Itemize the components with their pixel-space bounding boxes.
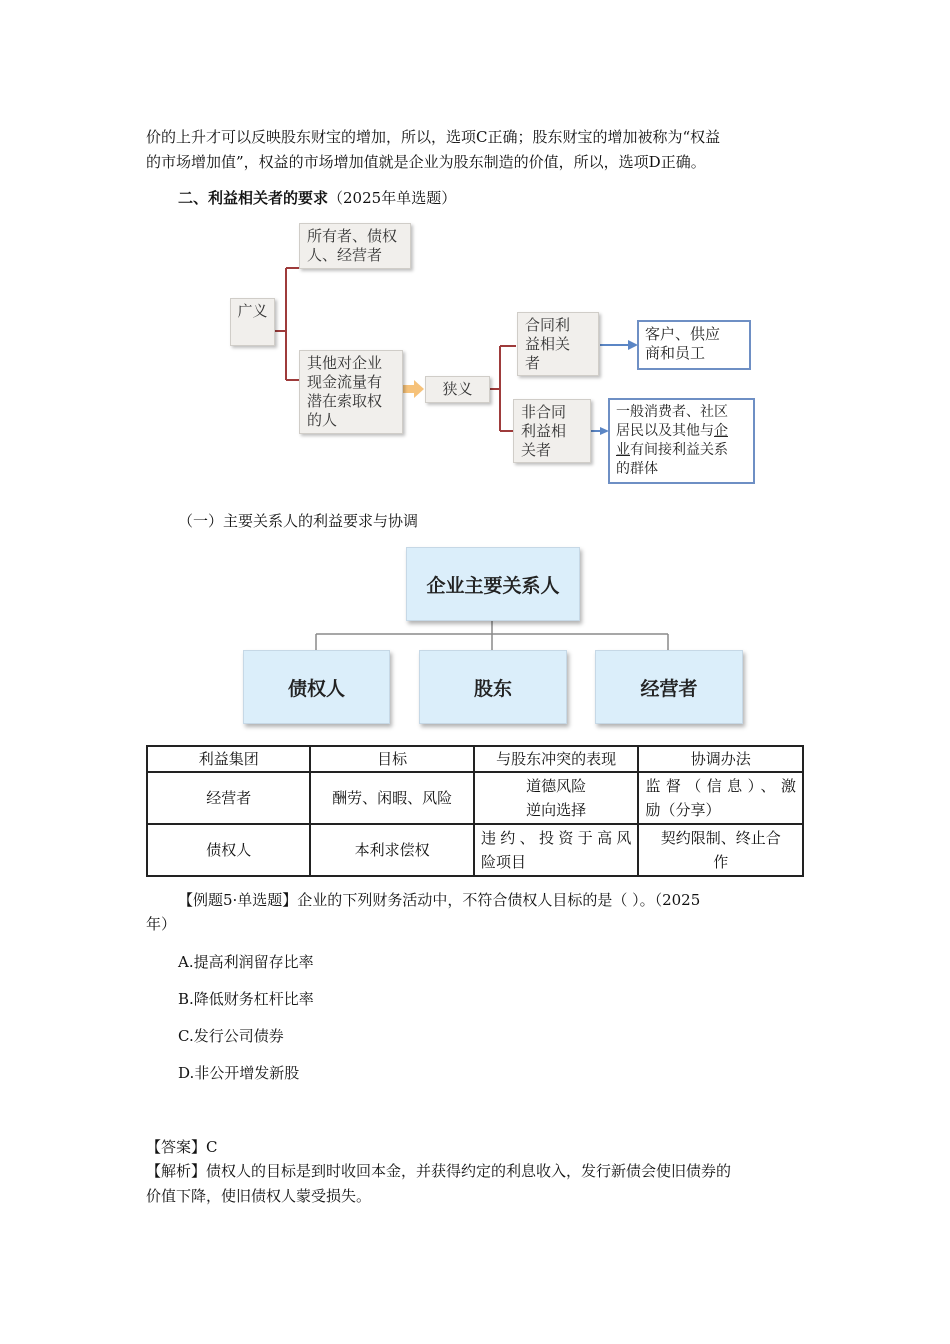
option-a: A.提高利润留存比率 — [178, 953, 314, 971]
table-cell-conflict: 道德风险 逆向选择 — [474, 772, 639, 824]
table-header-cell: 目标 — [310, 746, 474, 772]
intro-line-2: 的市场增加值”，权益的市场增加值就是企业为股东制造的价值，所以，选项D正确。 — [146, 153, 706, 171]
noncontract-target-box: 一般消费者、社区 居民以及其他与企 业有间接利益关系 的群体 — [608, 398, 755, 484]
contract-stakeholders-box: 合同利 益相关 者 — [517, 312, 599, 376]
table-cell-method: 监督（信息）、激 励（分享） — [638, 772, 803, 824]
option-b: B.降低财务杠杆比率 — [178, 990, 314, 1008]
owners-box: 所有者、债权 人、经营者 — [299, 223, 411, 269]
table-header-row — [147, 746, 803, 772]
main-parties-root-box: 企业主要关系人 — [406, 547, 580, 621]
table-header-cell: 利益集团 — [147, 746, 310, 772]
table-header-cell: 协调办法 — [638, 746, 803, 772]
noncontract-stakeholders-box: 非合同 利益相 关者 — [513, 399, 591, 463]
table-header-cell: 与股东冲突的表现 — [474, 746, 639, 772]
answer-line: 【答案】C — [146, 1138, 218, 1156]
table-cell-method: 契约限制、终止合 作 — [638, 824, 803, 876]
table-cell-group: 债权人 — [147, 824, 310, 876]
table-row — [147, 772, 803, 824]
option-c: C.发行公司债券 — [178, 1027, 284, 1045]
narrow-sense-box: 狭义 — [425, 376, 490, 403]
example-stem-line-1: 【例题5·单选题】企业的下列财务活动中，不符合债权人目标的是（ ）。（2025 — [178, 891, 701, 909]
table-row — [147, 824, 803, 876]
contract-target-box: 客户、供应 商和员工 — [637, 320, 751, 370]
section-title: 二、利益相关者的要求 — [178, 189, 329, 207]
table-cell-goal: 酬劳、闲暇、风险 — [310, 772, 474, 824]
example-stem-line-2: 年） — [146, 915, 177, 933]
broad-sense-box: 广义 — [230, 298, 275, 346]
section-note: （2025年单选题） — [328, 189, 457, 207]
interest-table — [146, 745, 804, 877]
table-cell-goal: 本利求偿权 — [310, 824, 474, 876]
analysis-line-1: 【解析】债权人的目标是到时收回本金，并获得约定的利息收入，发行新债会使旧债券的 — [146, 1162, 732, 1180]
shareholder-box: 股东 — [419, 650, 567, 724]
subsection-title: （一）主要关系人的利益要求与协调 — [178, 512, 419, 530]
table-cell-group: 经营者 — [147, 772, 310, 824]
intro-line-1: 价的上升才可以反映股东财宝的增加，所以，选项C正确；股东财宝的增加被称为“权益 — [146, 128, 721, 146]
table-cell-conflict: 违约、投资于高风 险项目 — [474, 824, 639, 876]
other-claimants-box: 其他对企业 现金流量有 潜在索取权 的人 — [299, 350, 403, 434]
manager-box: 经营者 — [595, 650, 743, 724]
analysis-line-2: 价值下降，使旧债权人蒙受损失。 — [146, 1187, 372, 1205]
creditor-box: 债权人 — [243, 650, 390, 724]
option-d: D.非公开增发新股 — [178, 1064, 300, 1082]
